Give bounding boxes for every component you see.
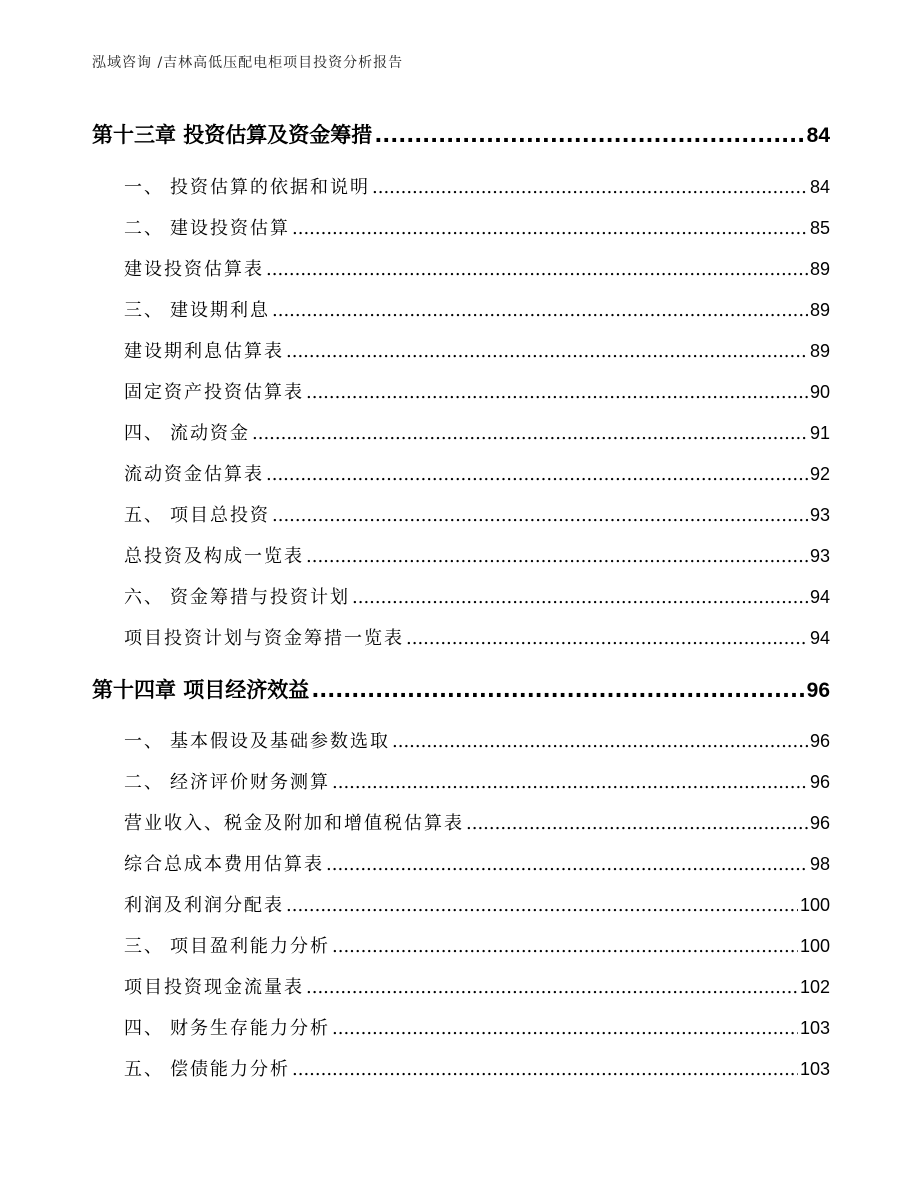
toc-item[interactable] (124, 729, 830, 754)
page-number: 94 (809, 628, 830, 648)
toc-item[interactable] (124, 1057, 830, 1082)
page-number: 93 (809, 546, 830, 566)
item-number: 二、 (124, 772, 164, 793)
page-number: 94 (809, 587, 830, 607)
toc-item[interactable] (124, 585, 830, 610)
header-rule (92, 82, 828, 83)
item-title (124, 1017, 330, 1041)
item-label: 投资估算的依据和说明 (170, 177, 370, 198)
toc-item[interactable] (124, 298, 830, 323)
toc-item[interactable] (124, 462, 830, 487)
item-number: 六、 (124, 587, 164, 608)
running-header: 泓域咨询 /吉林高低压配电柜项目投资分析报告 (92, 55, 404, 71)
dot-leader (272, 504, 808, 528)
toc-chapter-13[interactable] (92, 121, 830, 150)
item-label: 项目盈利能力分析 (170, 936, 330, 957)
dot-leader (306, 545, 808, 569)
dot-leader (292, 217, 808, 241)
item-label: 建设期利息估算表 (124, 341, 284, 362)
item-title (124, 586, 350, 610)
dot-leader (332, 935, 798, 959)
item-label: 流动资金 (170, 423, 250, 444)
dot-leader (372, 176, 808, 200)
toc-item[interactable] (124, 257, 830, 282)
item-label: 建设期利息 (170, 300, 270, 321)
item-title (124, 504, 270, 528)
page-number: 89 (809, 300, 830, 320)
page-number: 84 (809, 177, 830, 197)
toc-item[interactable] (124, 975, 830, 1000)
toc-item[interactable] (124, 811, 830, 836)
item-label: 基本假设及基础参数选取 (170, 731, 390, 752)
dot-leader (374, 121, 804, 149)
item-title (124, 730, 390, 754)
item-label: 项目投资计划与资金筹措一览表 (124, 628, 404, 649)
item-label: 资金筹措与投资计划 (170, 587, 350, 608)
item-number: 一、 (124, 731, 164, 752)
dot-leader (352, 586, 808, 610)
item-title (124, 299, 270, 323)
dot-leader (392, 730, 808, 754)
item-number: 一、 (124, 177, 164, 198)
page-number: 102 (799, 977, 830, 997)
item-label: 建设投资估算 (170, 218, 290, 239)
page-number: 84 (806, 124, 830, 147)
toc-item[interactable] (124, 1016, 830, 1041)
item-number: 三、 (124, 936, 164, 957)
item-title (124, 1058, 290, 1082)
toc-item[interactable] (124, 339, 830, 364)
item-number: 五、 (124, 505, 164, 526)
item-label: 综合总成本费用估算表 (124, 854, 324, 875)
item-number: 五、 (124, 1059, 164, 1080)
dot-leader (326, 853, 808, 877)
item-title (124, 217, 290, 241)
dot-leader (332, 771, 808, 795)
item-label: 建设投资估算表 (124, 259, 264, 280)
page-number: 93 (809, 505, 830, 525)
item-number: 四、 (124, 423, 164, 444)
item-label: 利润及利润分配表 (124, 895, 284, 916)
item-title (124, 422, 250, 446)
page-number: 96 (809, 813, 830, 833)
dot-leader (311, 676, 804, 704)
dot-leader (286, 894, 798, 918)
toc-item[interactable] (124, 893, 830, 918)
item-label: 偿债能力分析 (170, 1059, 290, 1080)
item-label: 经济评价财务测算 (170, 772, 330, 793)
item-title (124, 176, 370, 200)
item-label: 项目投资现金流量表 (124, 977, 304, 998)
page-number: 100 (799, 936, 830, 956)
item-label: 营业收入、税金及附加和增值税估算表 (124, 813, 464, 834)
toc-item[interactable] (124, 626, 830, 651)
toc-item[interactable] (124, 852, 830, 877)
page-number: 90 (809, 382, 830, 402)
toc-item[interactable] (124, 421, 830, 446)
page-number: 100 (799, 895, 830, 915)
toc-item[interactable] (124, 770, 830, 795)
item-number: 三、 (124, 300, 164, 321)
item-label: 流动资金估算表 (124, 464, 264, 485)
page-number: 96 (809, 772, 830, 792)
dot-leader (406, 627, 808, 651)
toc-item[interactable] (124, 216, 830, 241)
dot-leader (266, 463, 808, 487)
dot-leader (272, 299, 808, 323)
dot-leader (292, 1058, 798, 1082)
toc-item[interactable] (124, 934, 830, 959)
dot-leader (252, 422, 808, 446)
item-title (124, 935, 330, 959)
dot-leader (466, 812, 808, 836)
toc-item[interactable] (124, 544, 830, 569)
page-number: 85 (809, 218, 830, 238)
chapter-title: 第十四章 项目经济效益 (92, 678, 310, 702)
item-label: 固定资产投资估算表 (124, 382, 304, 403)
dot-leader (306, 381, 808, 405)
toc-chapter-14[interactable] (92, 676, 830, 705)
toc-item[interactable] (124, 503, 830, 528)
item-label: 财务生存能力分析 (170, 1018, 330, 1039)
page-number: 96 (806, 679, 830, 702)
page-number: 89 (809, 341, 830, 361)
page-number: 103 (799, 1018, 830, 1038)
item-number: 四、 (124, 1018, 164, 1039)
page-number: 98 (809, 854, 830, 874)
chapter-title: 第十三章 投资估算及资金筹措 (92, 123, 373, 147)
dot-leader (306, 976, 798, 1000)
toc-item[interactable] (124, 175, 830, 200)
toc-item[interactable] (124, 380, 830, 405)
dot-leader (266, 258, 808, 282)
item-title (124, 771, 330, 795)
item-number: 二、 (124, 218, 164, 239)
page-number: 91 (809, 423, 830, 443)
page-number: 103 (799, 1059, 830, 1079)
dot-leader (332, 1017, 798, 1041)
item-label: 项目总投资 (170, 505, 270, 526)
page-number: 96 (809, 731, 830, 751)
item-label: 总投资及构成一览表 (124, 546, 304, 567)
dot-leader (286, 340, 808, 364)
page-number: 92 (809, 464, 830, 484)
page-number: 89 (809, 259, 830, 279)
